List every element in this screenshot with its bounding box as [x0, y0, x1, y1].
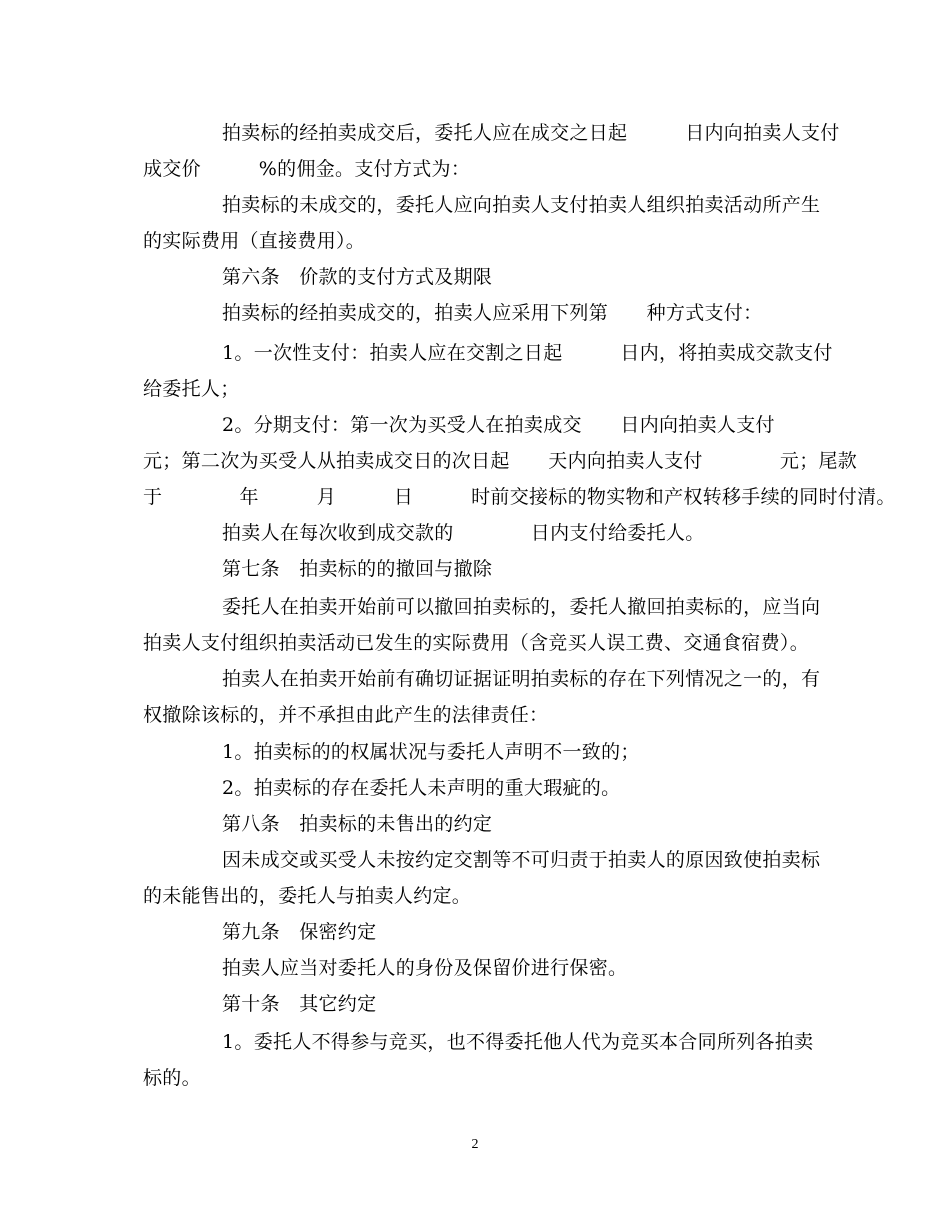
article-heading: 第十条 其它约定 — [222, 993, 377, 1015]
article-heading: 第六条 价款的支付方式及期限 — [222, 266, 493, 288]
paragraph-line: 拍卖人支付组织拍卖活动已发生的实际费用（含竞买人误工费、交通食宿费）。 — [143, 632, 810, 654]
list-item-line: 1。拍卖标的的权属状况与委托人声明不一致的； — [222, 741, 640, 763]
paragraph-line: 因未成交或买受人未按约定交割等不可归责于拍卖人的原因致使拍卖标 — [222, 849, 821, 871]
list-item-line: 2。分期支付：第一次为买受人在拍卖成交 日内向拍卖人支付 — [222, 414, 775, 436]
paragraph-line: 拍卖人在拍卖开始前有确切证据证明拍卖标的存在下列情况之一的，有 — [222, 668, 821, 690]
paragraph-line: 委托人在拍卖开始前可以撤回拍卖标的，委托人撤回拍卖标的，应当向 — [222, 596, 821, 618]
paragraph-line: 的未能售出的，委托人与拍卖人约定。 — [143, 885, 472, 907]
paragraph-line: 拍卖标的经拍卖成交后，委托人应在成交之日起 日内向拍卖人支付 — [222, 122, 840, 144]
list-item-line: 标的。 — [143, 1067, 201, 1089]
paragraph-line: 拍卖人在每次收到成交款的 日内支付给委托人。 — [222, 522, 705, 544]
article-heading: 第九条 保密约定 — [222, 921, 377, 943]
list-item-line: 于 年 月 日 时前交接标的物实物和产权转移手续的同时付清。 — [143, 486, 896, 508]
article-heading: 第八条 拍卖标的未售出的约定 — [222, 813, 493, 835]
paragraph-line: 权撤除该标的，并不承担由此产生的法律责任： — [143, 704, 549, 726]
paragraph-line: 拍卖标的经拍卖成交的，拍卖人应采用下列第 种方式支付： — [222, 302, 763, 324]
list-item-line: 元；第二次为买受人从拍卖成交日的次日起 天内向拍卖人支付 元；尾款 — [143, 450, 858, 472]
list-item-line: 1。一次性支付：拍卖人应在交割之日起 日内，将拍卖成交款支付 — [222, 342, 833, 364]
paragraph-line: 拍卖标的未成交的，委托人应向拍卖人支付拍卖人组织拍卖活动所产生 — [222, 194, 821, 216]
paragraph-line: 的实际费用（直接费用）。 — [143, 230, 366, 252]
list-item-line: 2。拍卖标的存在委托人未声明的重大瑕疵的。 — [222, 777, 621, 799]
paragraph-line: 成交价 %的佣金。支付方式为： — [143, 158, 471, 180]
page-number: 2 — [471, 1137, 479, 1152]
list-item-line: 给委托人； — [143, 378, 240, 400]
article-heading: 第七条 拍卖标的的撤回与撤除 — [222, 558, 493, 580]
list-item-line: 1。委托人不得参与竞买，也不得委托他人代为竞买本合同所列各拍卖 — [222, 1031, 814, 1053]
paragraph-line: 拍卖人应当对委托人的身份及保留价进行保密。 — [222, 957, 628, 979]
